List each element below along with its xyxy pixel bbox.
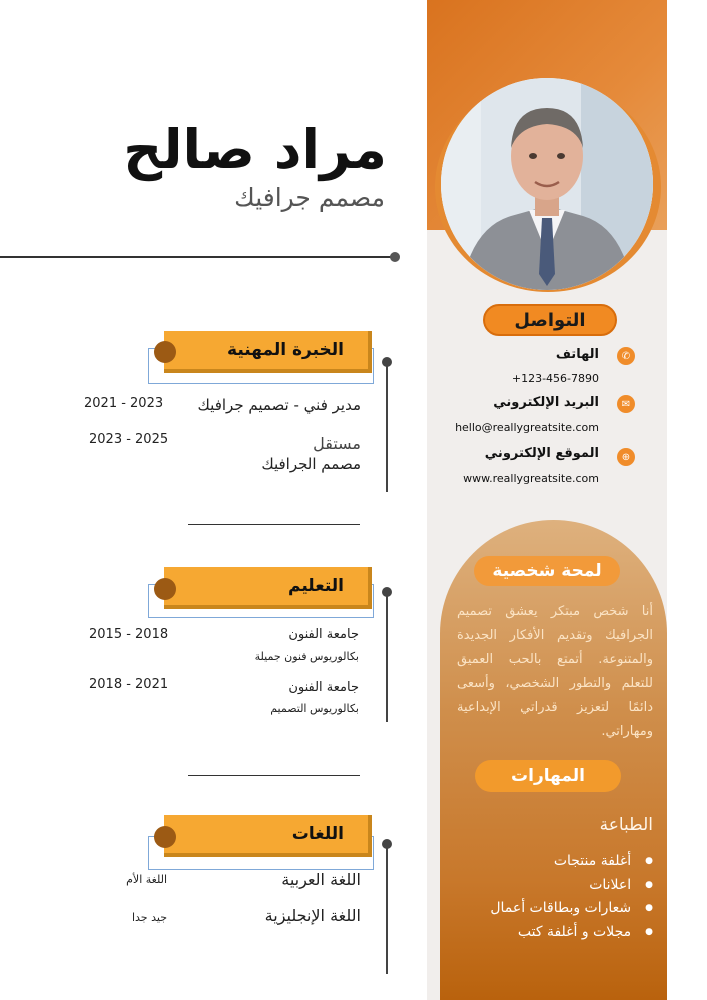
education-heading: التعليم — [288, 576, 344, 596]
email-value[interactable]: hello@reallygreatsite.com — [455, 421, 599, 434]
experience-role: مدير فني - تصميم جرافيك — [197, 396, 361, 414]
languages-heading: اللغات — [291, 824, 344, 844]
skills-subheading: الطباعة — [599, 815, 653, 835]
education-degree: بكالوريوس فنون جميلة — [254, 650, 359, 663]
profile-heading-pill — [474, 556, 620, 586]
skill-item: ● شعارات وبطاقات أعمال — [490, 897, 653, 921]
experience-dot — [154, 341, 176, 363]
education-school: جامعة الفنون — [288, 627, 359, 642]
globe-icon: ⊕ — [617, 448, 635, 466]
experience-period: 2021 - 2023 — [84, 396, 164, 411]
website-value[interactable]: www.reallygreatsite.com — [463, 472, 599, 485]
education-timeline — [386, 592, 388, 722]
header-divider-dot — [390, 252, 400, 262]
section-separator — [188, 775, 360, 776]
website-label: الموقع الإلكتروني — [484, 446, 599, 461]
skill-item: ● اعلانات — [490, 874, 653, 898]
profile-photo — [441, 78, 653, 290]
languages-dot — [154, 826, 176, 848]
sidebar — [427, 0, 667, 1000]
education-school: جامعة الفنون — [288, 680, 359, 695]
education-period: 2018 - 2021 — [89, 677, 169, 692]
skills-heading: المهارات — [511, 766, 585, 786]
job-title: مصمم جرافيك — [234, 183, 385, 212]
email-label: البريد الإلكتروني — [493, 395, 599, 410]
email-icon: ✉ — [617, 395, 635, 413]
language-name: اللغة الإنجليزية — [264, 906, 361, 925]
profile-heading: لمحة شخصية — [492, 561, 602, 581]
experience-heading-box — [164, 331, 372, 373]
contact-heading-pill — [483, 304, 617, 336]
education-dot — [154, 578, 176, 600]
languages-heading-box — [164, 815, 372, 857]
language-level: اللغة الأم — [126, 873, 167, 886]
languages-timeline — [386, 844, 388, 974]
person-name: مراد صالح — [123, 118, 387, 181]
skill-item: ● أغلفة منتجات — [490, 850, 653, 874]
language-level: جيد جدا — [131, 911, 167, 924]
languages-timeline-dot — [382, 839, 392, 849]
phone-value: +123-456-7890 — [511, 372, 599, 385]
experience-timeline-dot — [382, 357, 392, 367]
experience-role: مستقل — [313, 434, 361, 453]
education-heading-box — [164, 567, 372, 609]
skills-list — [490, 850, 653, 944]
skill-item: ● مجلات و أغلفة كتب — [490, 921, 653, 945]
experience-timeline — [386, 362, 388, 492]
experience-subrole: مصمم الجرافيك — [261, 455, 361, 473]
phone-label: الهاتف — [555, 347, 599, 362]
experience-period: 2023 - 2025 — [89, 432, 169, 447]
education-timeline-dot — [382, 587, 392, 597]
language-name: اللغة العربية — [281, 870, 361, 889]
header-divider — [0, 256, 394, 258]
education-degree: بكالوريوس التصميم — [270, 702, 359, 715]
profile-text: أنا شخص مبتكر يعشق تصميم الجرافيك وتقديم الأفكار الجديدة والمتنوعة. أتمتع بالحب العميق للتعلم والتطور الشخصي، وأسعى دائمًا لتعزيز قدراتي الإبداعية ومهاراتي. — [457, 604, 653, 739]
portrait-image — [441, 78, 653, 290]
phone-icon: ✆ — [617, 347, 635, 365]
education-period: 2015 - 2018 — [89, 627, 169, 642]
skills-heading-pill — [475, 760, 621, 792]
contact-heading: التواصل — [514, 309, 586, 331]
experience-heading: الخبرة المهنية — [227, 340, 344, 360]
section-separator — [188, 524, 360, 525]
